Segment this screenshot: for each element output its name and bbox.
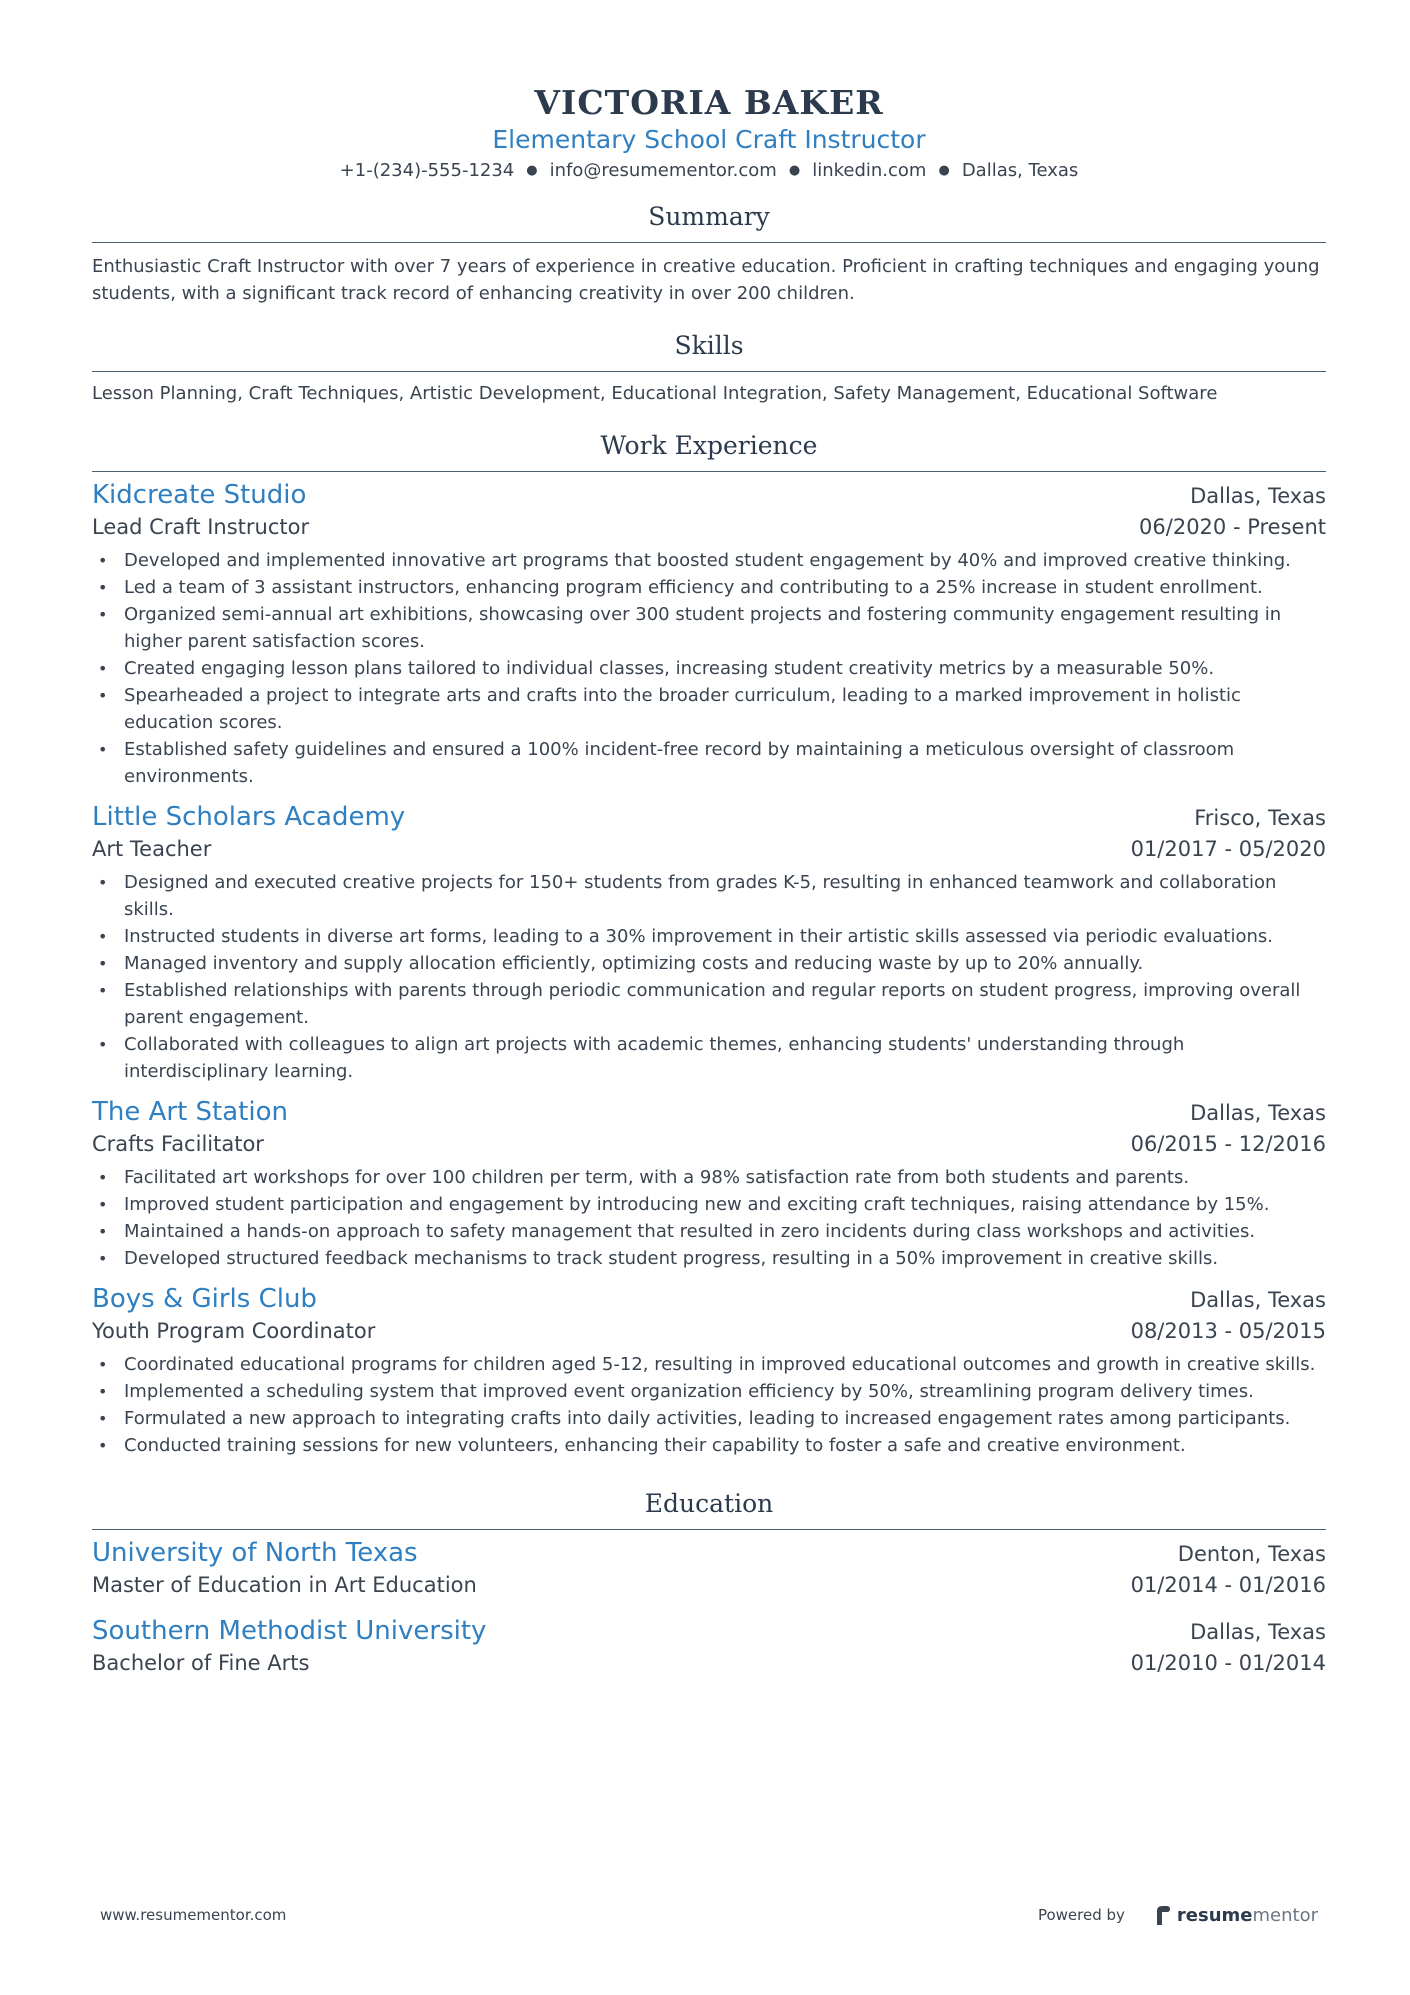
education-dates: 01/2010 - 01/2014 [1130, 1651, 1326, 1675]
bullet-item: • Established relationships with parents through periodic communication and regular reports on student progress, improving overall parent engagement. [92, 977, 1326, 1031]
contact-line [92, 158, 1326, 184]
company-name: Little Scholars Academy [92, 802, 406, 832]
bullet-item: • Designed and executed creative projects for 150+ students from grades K-5, resulting in enhanced teamwork and collaboration skills. [92, 869, 1326, 923]
job-bullets [92, 869, 1326, 1085]
bullet-item: • Conducted training sessions for new volunteers, enhancing their capability to foster a safe and creative environment. [92, 1432, 1326, 1459]
job-role: Youth Program Coordinator [92, 1319, 376, 1343]
linkedin-link[interactable]: linkedin.com [812, 160, 927, 181]
job-dates: 06/2015 - 12/2016 [1130, 1132, 1326, 1156]
bullet-item: • Improved student participation and engagement by introducing new and exciting craft techniques, raising attendance by 15%. [92, 1191, 1326, 1218]
job-entry [92, 1095, 1326, 1272]
bullet-item: • Spearheaded a project to integrate arts and crafts into the broader curriculum, leading to a marked improvement in holistic education scores. [92, 682, 1326, 736]
degree: Master of Education in Art Education [92, 1573, 477, 1597]
job-entry [92, 1282, 1326, 1459]
brand-light: mentor [1252, 1904, 1318, 1926]
job-dates: 01/2017 - 05/2020 [1130, 837, 1326, 861]
school-name: University of North Texas [92, 1538, 418, 1568]
company-name: The Art Station [92, 1097, 288, 1127]
job-role: Crafts Facilitator [92, 1132, 264, 1156]
company-name: Boys & Girls Club [92, 1284, 317, 1314]
email[interactable]: info@resumementor.com [549, 160, 777, 181]
page-footer [100, 1900, 1318, 1930]
section-divider [92, 371, 1326, 372]
separator-dot: ● [788, 163, 801, 178]
bullet-item: • Coordinated educational programs for children aged 5-12, resulting in improved educational outcomes and growth in creative skills. [92, 1351, 1326, 1378]
summary-section [92, 200, 1326, 307]
summary-text: Enthusiastic Craft Instructor with over 7 years of experience in creative education. Proficient in crafting techniques and engaging young students, with a significant track record of enhancing creativity in over 200 children. [92, 256, 1320, 304]
school-location: Denton, Texas [1177, 1542, 1326, 1566]
powered-by-label: Powered by [1037, 1906, 1125, 1924]
resumementor-logo-icon [1155, 1905, 1171, 1925]
section-title-experience: Work Experience [600, 431, 818, 460]
section-title-education: Education [644, 1489, 774, 1518]
job-location: Dallas, Texas [1190, 484, 1326, 508]
location: Dallas, Texas [961, 160, 1079, 181]
bullet-item: • Implemented a scheduling system that improved event organization efficiency by 50%, streamlining program delivery times. [92, 1378, 1326, 1405]
job-bullets [92, 547, 1326, 790]
separator-dot: ● [526, 163, 538, 178]
bullet-item: • Developed and implemented innovative art programs that boosted student engagement by 40% and improved creative thinking. [92, 547, 1326, 574]
job-location: Frisco, Texas [1194, 806, 1326, 830]
section-title-skills: Skills [674, 331, 744, 360]
job-bullets [92, 1351, 1326, 1459]
bullet-item: • Formulated a new approach to integrating crafts into daily activities, leading to increased engagement rates among participants. [92, 1405, 1326, 1432]
bullet-item: • Led a team of 3 assistant instructors, enhancing program efficiency and contributing to a 25% increase in student enrollment. [92, 574, 1326, 601]
bullet-item: • Instructed students in diverse art forms, leading to a 30% improvement in their artistic skills assessed via periodic evaluations. [92, 923, 1326, 950]
section-divider [92, 471, 1326, 472]
bullet-item: • Facilitated art workshops for over 100 children per term, with a 98% satisfaction rate from both students and parents. [92, 1164, 1326, 1191]
brand-logo[interactable] [1155, 1905, 1318, 1926]
job-entry [92, 800, 1326, 1085]
bullet-item: • Managed inventory and supply allocation efficiently, optimizing costs and reducing waste by up to 20% annually. [92, 950, 1326, 977]
job-dates: 08/2013 - 05/2015 [1130, 1319, 1326, 1343]
powered-by [1038, 1905, 1318, 1926]
school-location: Dallas, Texas [1190, 1620, 1326, 1644]
skills-text: Lesson Planning, Craft Techniques, Artistic Development, Educational Integration, Safety Management, Educational Software [92, 383, 1218, 404]
job-bullets [92, 1164, 1326, 1272]
degree: Bachelor of Fine Arts [92, 1651, 310, 1675]
phone: +1-(234)-555-1234 [339, 160, 515, 181]
section-divider [92, 242, 1326, 243]
bullet-item: • Maintained a hands-on approach to safety management that resulted in zero incidents during class workshops and activities. [92, 1218, 1326, 1245]
job-entry [92, 478, 1326, 790]
experience-section [92, 429, 1326, 1459]
education-entry [92, 1614, 1326, 1678]
brand-bold: resume [1176, 1904, 1253, 1926]
skills-section [92, 329, 1326, 407]
footer-site-link[interactable]: www.resumementor.com [100, 1906, 287, 1924]
section-divider [92, 1529, 1326, 1530]
job-location: Dallas, Texas [1190, 1101, 1326, 1125]
candidate-title: Elementary School Craft Instructor [492, 125, 926, 154]
bullet-item: • Organized semi-annual art exhibitions, showcasing over 300 student projects and fostering community engagement resulting in higher parent satisfaction scores. [92, 601, 1326, 655]
bullet-item: • Established safety guidelines and ensured a 100% incident-free record by maintaining a meticulous oversight of classroom environments. [92, 736, 1326, 790]
job-role: Art Teacher [92, 837, 212, 861]
company-name: Kidcreate Studio [92, 480, 307, 510]
job-location: Dallas, Texas [1190, 1288, 1326, 1312]
separator-dot: ● [938, 163, 950, 178]
candidate-name: VICTORIA BAKER [534, 83, 884, 122]
education-entry [92, 1536, 1326, 1600]
resume-header [92, 84, 1326, 184]
education-dates: 01/2014 - 01/2016 [1130, 1573, 1326, 1597]
job-role: Lead Craft Instructor [92, 515, 310, 539]
resume-page [92, 84, 1326, 1678]
bullet-item: • Collaborated with colleagues to align art projects with academic themes, enhancing students' understanding through interdisciplinary learning. [92, 1031, 1326, 1085]
education-section [92, 1487, 1326, 1678]
section-title-summary: Summary [648, 202, 770, 231]
bullet-item: • Created engaging lesson plans tailored to individual classes, increasing student creativity metrics by a measurable 50%. [92, 655, 1326, 682]
school-name: Southern Methodist University [92, 1616, 487, 1646]
bullet-item: • Developed structured feedback mechanisms to track student progress, resulting in a 50% improvement in creative skills. [92, 1245, 1326, 1272]
job-dates: 06/2020 - Present [1139, 515, 1326, 539]
